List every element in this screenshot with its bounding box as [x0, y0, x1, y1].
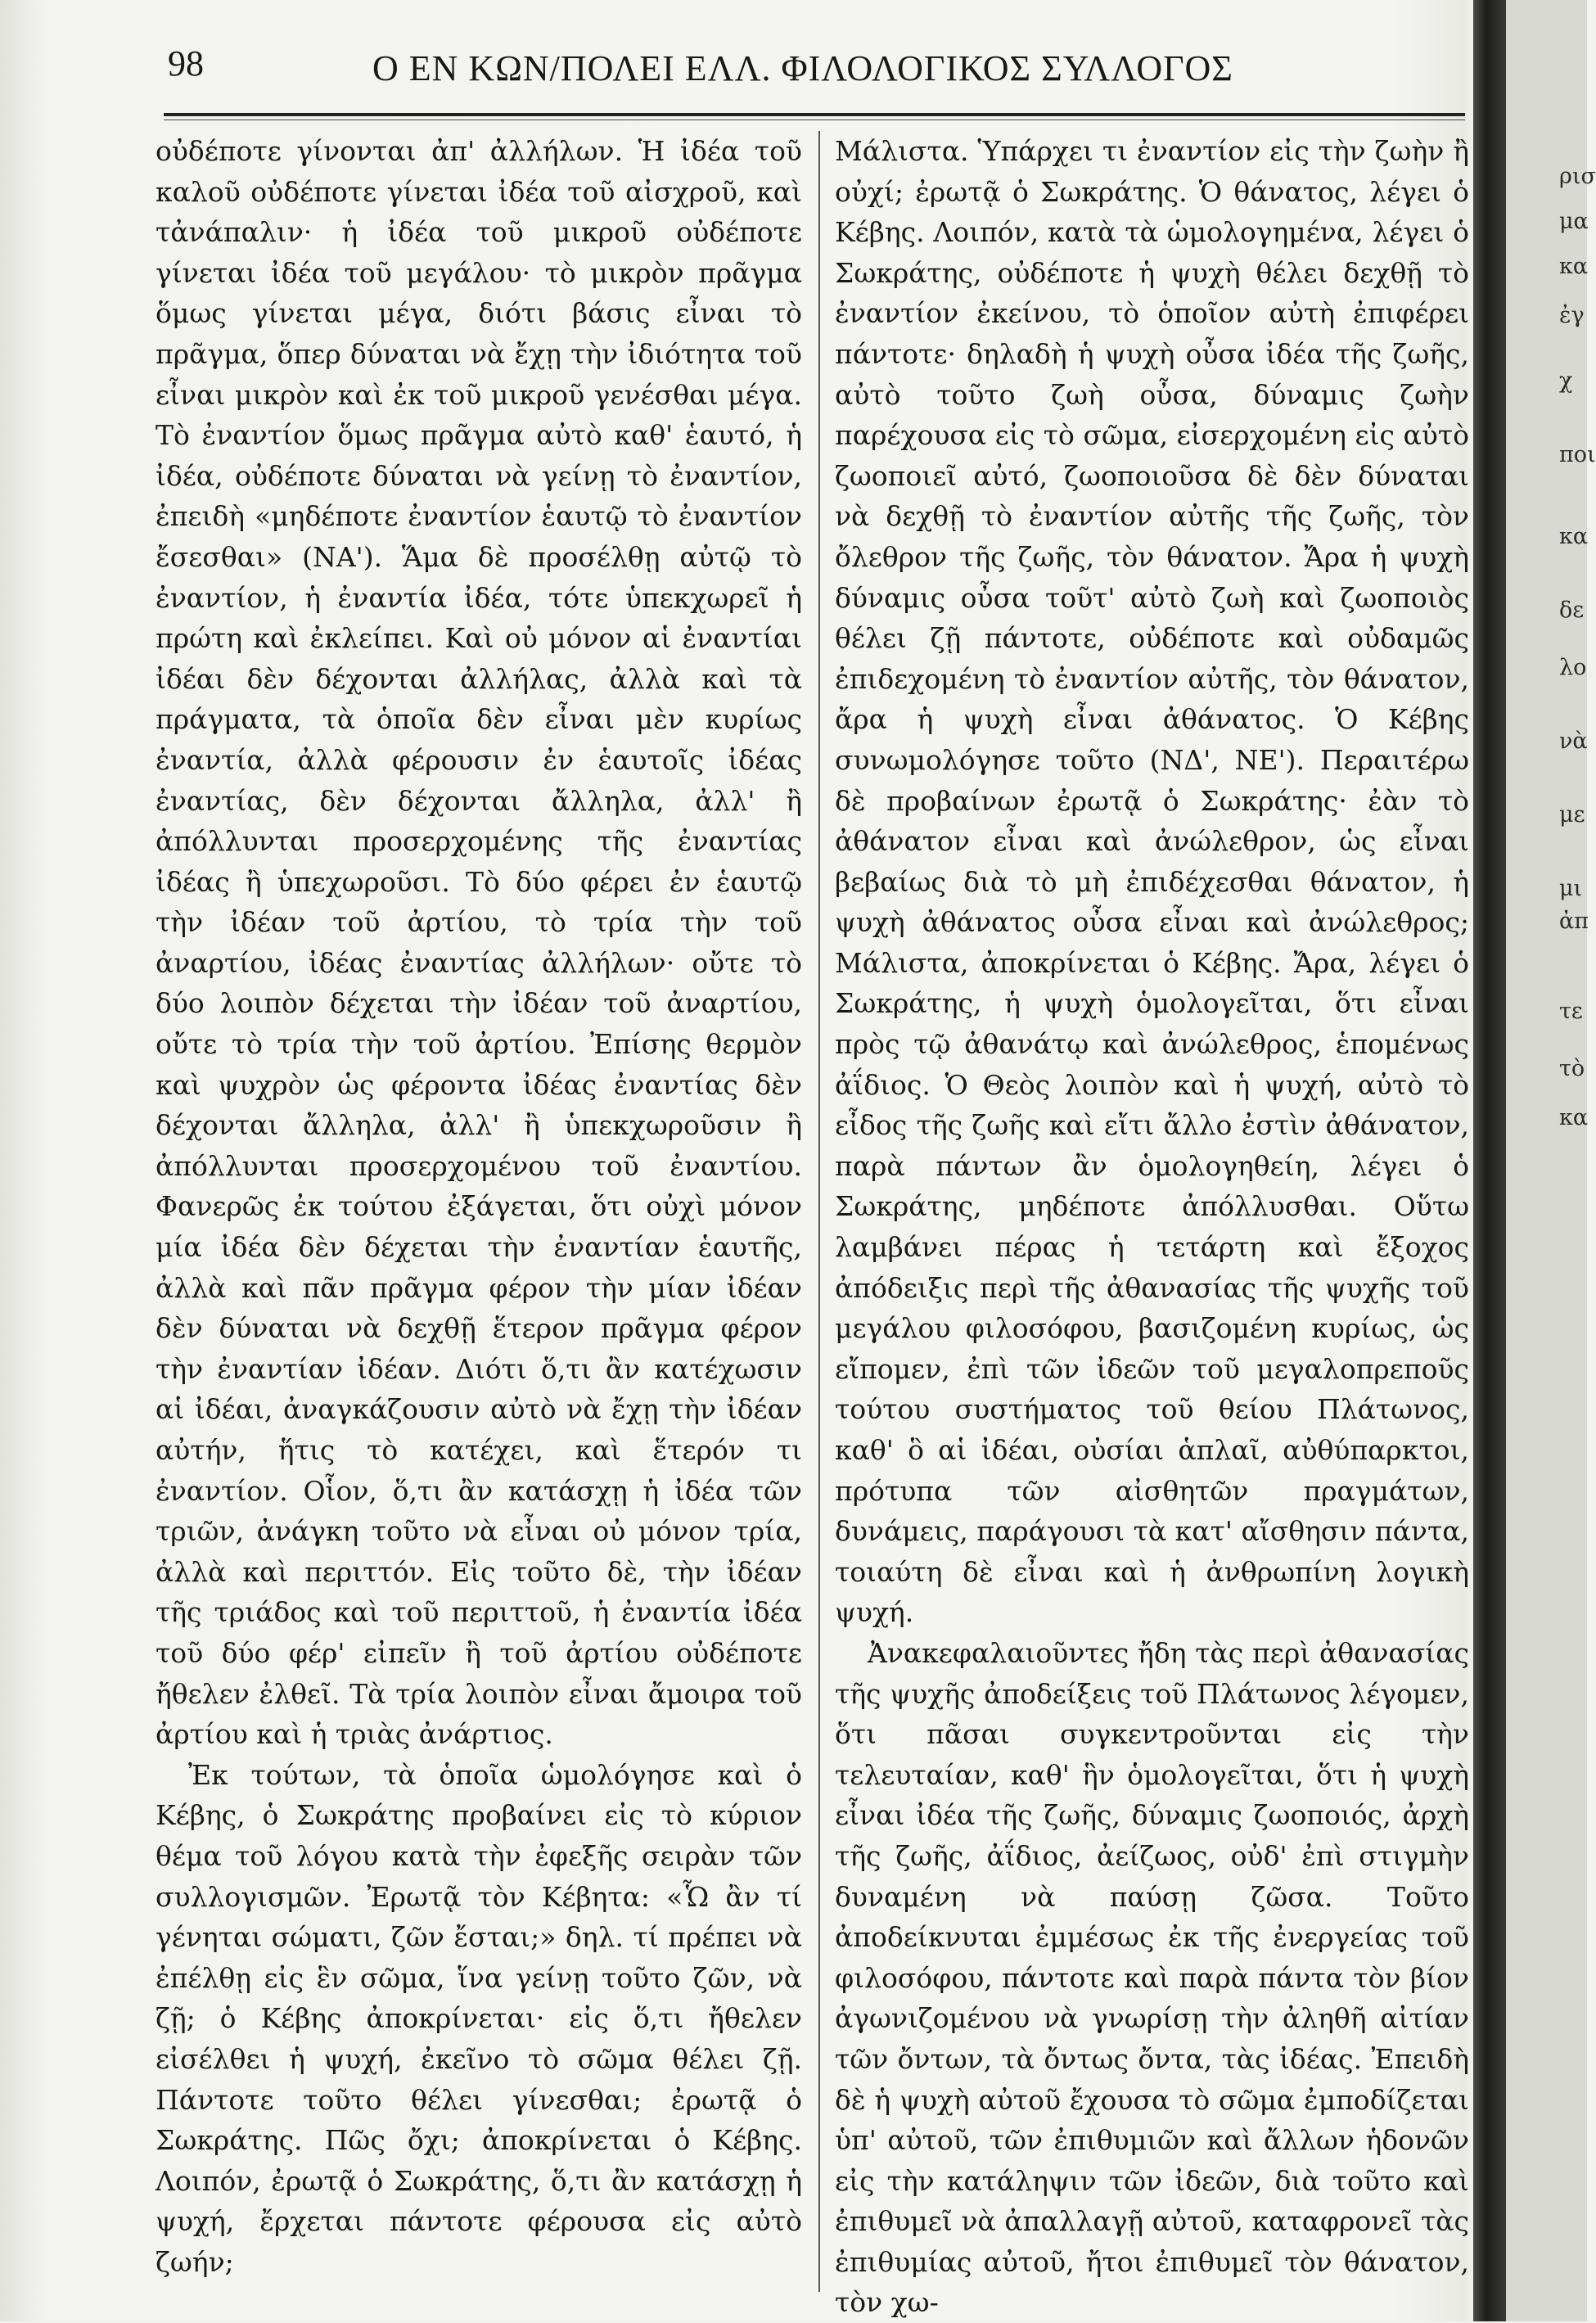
adjacent-page-fragment: με — [1559, 802, 1585, 828]
adjacent-page-edge — [1506, 0, 1587, 2321]
adjacent-page-fragment: μι — [1559, 876, 1583, 901]
adjacent-page-fragment: ἀπ — [1559, 909, 1589, 934]
adjacent-page-fragment: κα — [1559, 1105, 1589, 1130]
adjacent-page-fragment: χ — [1559, 368, 1573, 394]
right-paragraph-2: Ἀνακεφαλαιοῦντες ἤδη τὰς περὶ ἀθανασίας τῆς ψυχῆς ἀποδείξεις τοῦ Πλάτωνος λέγομεν, ὅτι πᾶσαι συγκεντροῦνται εἰς τὴν τελευταίαν, καθ' ἣν ὁμολογεῖται, ὅτι ἡ ψυχὴ εἶναι ἰδέα τῆς ζωῆς, δύναμις ζωοποιός, ἀρχὴ τῆς ζωῆς, ἀΐδιος, ἀείζωος, οὐδ' ἐπὶ στιγμὴν δυναμένη νὰ παύσῃ ζῶσα. Τοῦτο ἀποδείκνυται ἐμμέσως ἐκ τῆς ἐνεργείας τοῦ φιλοσόφου, πάντοτε καὶ παρὰ πάντα τὸν βίον ἀγωνιζομένου νὰ γνωρίσῃ τὴν ἀληθῆ αἰτίαν τῶν ὄντων, τὰ ὄντως ὄντα, τὰς ἰδέας. Ἐπειδὴ δὲ ἡ ψυχὴ αὐτοῦ ἔχουσα τὸ σῶμα ἐμποδίζεται ὑπ' αὐτοῦ, τῶν ἐπιθυμιῶν καὶ ἄλλων ἡδονῶν εἰς τὴν κατάληψιν τῶν ἰδεῶν, διὰ τοῦτο καὶ ἐπιθυμεῖ νὰ ἀπαλλαγῇ αὐτοῦ, καταφρονεῖ τὰς ἐπιθυμίας αὐτοῦ, ἤτοι ἐπιθυμεῖ τὸν θάνατον, τὸν χω- — [835, 1636, 1469, 2319]
adjacent-page-fragment: λο — [1559, 655, 1587, 680]
right-text-column — [835, 131, 1469, 2319]
page-number: 98 — [168, 43, 204, 83]
adjacent-page-fragment: δε — [1559, 598, 1585, 623]
adjacent-page-fragment: κα — [1559, 254, 1589, 279]
book-binding-gutter — [1473, 0, 1506, 2321]
left-text-column — [156, 131, 802, 2300]
adjacent-page-fragment: κα — [1559, 524, 1589, 549]
column-divider — [818, 131, 820, 2292]
adjacent-page-fragment: τε — [1559, 999, 1583, 1024]
left-paragraph-1: οὐδέποτε γίνονται ἀπ' ἀλλήλων. Ἡ ἰδέα τοῦ καλοῦ οὐδέποτε γίνεται ἰδέα τοῦ αἰσχροῦ, καὶ τἀνάπαλιν· ἡ ἰδέα τοῦ μικροῦ οὐδέποτε γίνεται ἰδέα τοῦ μεγάλου· τὸ μικρὸν πρᾶγμα ὅμως γίνεται μέγα, διότι βάσις εἶναι τὸ πρᾶγμα, ὅπερ δύναται νὰ ἔχῃ τὴν ἰδιότητα τοῦ εἶναι μικρὸν καὶ ἐκ τοῦ μικροῦ γενέσθαι μέγα. Τὸ ἐναντίον ὅμως πρᾶγμα αὐτὸ καθ' ἑαυτό, ἡ ἰδέα, οὐδέποτε δύναται νὰ γείνῃ τὸ ἐναντίον, ἐπειδὴ «μηδέποτε ἐναντίον ἑαυτῷ τὸ ἐναντίον ἔσεσθαι» (ΝΑ'). Ἅμα δὲ προσέλθῃ αὐτῷ τὸ ἐναντίον, ἡ ἐναντία ἰδέα, τότε ὑπεκχωρεῖ ἡ πρώτη καὶ ἐκλείπει. Καὶ οὐ μόνον αἱ ἐναντίαι ἰδέαι δὲν δέχονται ἀλλήλας, ἀλλὰ καὶ τὰ πράγματα, τὰ ὁποῖα δὲν εἶναι μὲν κυρίως ἐναντία, ἀλλὰ φέρουσιν ἐν ἑαυτοῖς ἰδέας ἐναντίας, δὲν δέχονται ἄλληλα, ἀλλ' ἢ ἀπόλλυνται προσερχομένης τῆς ἐναντίας ἰδέας ἢ ὑπεχωροῦσι. Τὸ δύο φέρει ἐν ἑαυτῷ τὴν ἰδέαν τοῦ ἀρτίου, τὸ τρία τὴν τοῦ ἀναρτίου, ἰδέας ἐναντίας ἀλλήλων· οὔτε τὸ δύο λοιπὸν δέχεται τὴν ἰδέαν τοῦ ἀναρτίου, οὔτε τὸ τρία τὴν τοῦ ἀρτίου. Ἐπίσης θερμὸν καὶ ψυχρὸν ὡς φέροντα ἰδέας ἐναντίας δὲν δέχονται ἄλληλα, ἀλλ' ἢ ὑπεκχωροῦσιν ἢ ἀπόλλυνται προσερχομένου τοῦ ἐναντίου. Φανερῶς ἐκ τούτου ἐξάγεται, ὅτι οὐχὶ μόνον μία ἰδέα δὲν δέχεται τὴν ἐναντίαν ἑαυτῆς, ἀλλὰ καὶ πᾶν πρᾶγμα φέρον τὴν μίαν ἰδέαν δὲν δύναται νὰ δεχθῇ ἕτερον πρᾶγμα φέρον τὴν ἐναντίαν ἰδέαν. Διότι ὅ,τι ἂν κατέχωσιν αἱ ἰδέαι, ἀναγκάζουσιν αὐτὸ νὰ ἔχῃ τὴν ἰδέαν αὐτήν, ἥτις τὸ κατέχει, καὶ ἕτερόν τι ἐναντίον. Οἷον, ὅ,τι ἂν κατάσχῃ ἡ ἰδέα τῶν τριῶν, ἀνάγκη τοῦτο νὰ εἶναι οὐ μόνον τρία, ἀλλὰ καὶ περιττόν. Εἰς τοῦτο δὲ, τὴν ἰδέαν τῆς τριάδος καὶ τοῦ περιττοῦ, ἡ ἐναντία ἰδέα τοῦ δύο φέρ' εἰπεῖν ἢ τοῦ ἀρτίου οὐδέποτε ἤθελεν ἐλθεῖ. Τὰ τρία λοιπὸν εἶναι ἄμοιρα τοῦ ἀρτίου καὶ ἡ τριὰς ἀνάρτιος. — [156, 135, 802, 1751]
adjacent-page-fragment: ρισ — [1559, 164, 1596, 189]
adjacent-page-fragment: ποι — [1559, 442, 1596, 467]
adjacent-page-fragment: ἐγ — [1559, 303, 1585, 328]
adjacent-page-fragment: τὸ — [1559, 1056, 1585, 1081]
left-paragraph-2: Ἐκ τούτων, τὰ ὁποῖα ὡμολόγησε καὶ ὁ Κέβης, ὁ Σωκράτης προβαίνει εἰς τὸ κύριον θέμα τοῦ λόγου κατὰ τὴν ἐφεξῆς σειρὰν τῶν συλλογισμῶν. Ἐρωτᾷ τὸν Κέβητα: «Ὧ ἂν τί γένηται σώματι, ζῶν ἔσται;» δηλ. τί πρέπει νὰ ἐπέλθῃ εἰς ἓν σῶμα, ἵνα γείνῃ τοῦτο ζῶν, νὰ ζῇ; ὁ Κέβης ἀποκρίνεται· εἰς ὅ,τι ἤθελεν εἰσέλθει ἡ ψυχή, ἐκεῖνο τὸ σῶμα θέλει ζῇ. Πάντοτε τοῦτο θέλει γίνεσθαι; ἐρωτᾷ ὁ Σωκράτης. Πῶς ὄχι; ἀποκρίνεται ὁ Κέβης. Λοιπόν, ἐρωτᾷ ὁ Σωκράτης, ὅ,τι ἂν κατάσχῃ ἡ ψυχή, ἔρχεται πάντοτε φέρουσα εἰς αὐτὸ ζωήν; — [156, 1758, 802, 2278]
right-paragraph-1: Μάλιστα. Ὑπάρχει τι ἐναντίον εἰς τὴν ζωὴν ἢ οὐχί; ἐρωτᾷ ὁ Σωκράτης. Ὁ θάνατος, λέγει ὁ Κέβης. Λοιπόν, κατὰ τὰ ὡμολογημένα, λέγει ὁ Σωκράτης, οὐδέποτε ἡ ψυχὴ θέλει δεχθῇ τὸ ἐναντίον ἐκείνου, τὸ ὁποῖον αὐτὴ ἐπιφέρει πάντοτε· δηλαδὴ ἡ ψυχὴ οὖσα ἰδέα τῆς ζωῆς, αὐτὸ τοῦτο ζωὴ οὖσα, δύναμις ζωὴν παρέχουσα εἰς τὸ σῶμα, εἰσερχομένη εἰς αὐτὸ ζωοποιεῖ αὐτό, ζωοποιοῦσα δὲ δὲν δύναται νὰ δεχθῇ τὸ ἐναντίον αὐτῆς τῆς ζωῆς, τὸν ὄλεθρον τῆς ζωῆς, τὸν θάνατον. Ἄρα ἡ ψυχὴ δύναμις οὖσα τοῦτ' αὐτὸ ζωὴ καὶ ζωοποιὸς θέλει ζῇ πάντοτε, οὐδέποτε καὶ οὐδαμῶς ἐπιδεχομένη τὸ ἐναντίον αὐτῆς, τὸν θάνατον, ἄρα ἡ ψυχὴ εἶναι ἀθάνατος. Ὁ Κέβης συνωμολόγησε τοῦτο (ΝΔ', ΝΕ'). Περαιτέρω δὲ προβαίνων ἐρωτᾷ ὁ Σωκράτης· ἐὰν τὸ ἀθάνατον εἶναι καὶ ἀνώλεθρον, ὡς εἶναι βεβαίως διὰ τὸ μὴ ἐπιδέχεσθαι θάνατον, ἡ ψυχὴ ἀθάνατος οὖσα εἶναι καὶ ἀνώλεθρος; Μάλιστα, ἀποκρίνεται ὁ Κέβης. Ἄρα, λέγει ὁ Σωκράτης, ἡ ψυχὴ ὁμολογεῖται, ὅτι εἶναι πρὸς τῷ ἀθανάτῳ καὶ ἀνώλεθρος, ἑπομένως ἀΐδιος. Ὁ Θεὸς λοιπὸν καὶ ἡ ψυχή, αὐτὸ τὸ εἶδος τῆς ζωῆς καὶ εἴτι ἄλλο ἐστὶν ἀθάνατον, παρὰ πάντων ἂν ὁμολογηθείη, λέγει ὁ Σωκράτης, μηδέποτε ἀπόλλυσθαι. Οὕτω λαμβάνει πέρας ἡ τετάρτη καὶ ἔξοχος ἀπόδειξις περὶ τῆς ἀθανασίας τῆς ψυχῆς τοῦ μεγάλου φιλοσόφου, βασιζομένη κυρίως, ὡς εἴπομεν, ἐπὶ τῶν ἰδεῶν τοῦ μεγαλοπρεποῦς τούτου συστήματος τοῦ θείου Πλάτωνος, καθ' ὃ αἱ ἰδέαι, οὐσίαι ἁπλαῖ, αὐθύπαρκτοι, πρότυπα τῶν αἰσθητῶν πραγμάτων, δυνάμεις, παράγουσι τὰ κατ' αἴσθησιν πάντα, τοιαύτη δὲ εἶναι καὶ ἡ ἀνθρωπίνη λογικὴ ψυχή. — [835, 135, 1469, 1629]
adjacent-page-fragment: νὰ — [1559, 728, 1588, 754]
adjacent-page-fragment: μα — [1559, 209, 1589, 234]
running-title: Ο ΕΝ ΚΩΝ/ΠΟΛΕΙ ΕΛΛ. ΦΙΛΟΛΟΓΙΚΟΣ ΣΥΛΛΟΓΟΣ — [372, 48, 1233, 88]
header-rule — [164, 113, 1465, 116]
